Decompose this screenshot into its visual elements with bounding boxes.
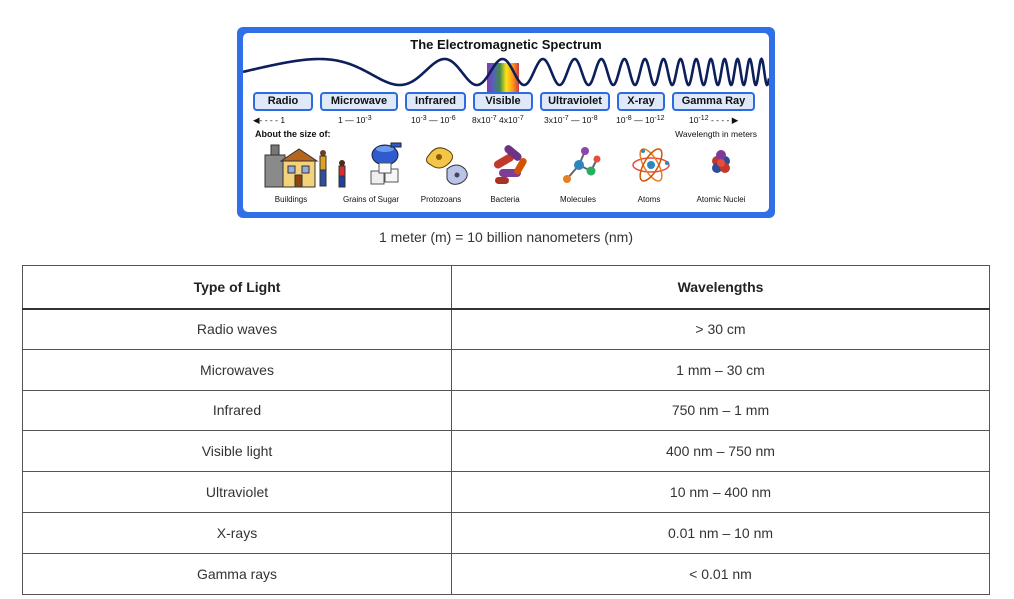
protozoans-icon: [423, 141, 475, 191]
label-molecules: Molecules: [559, 195, 596, 204]
header-wavelengths: Wavelengths: [452, 266, 990, 309]
label-grains-of-sugar: Grains of Sugar: [342, 195, 400, 204]
person-icon: [330, 141, 354, 191]
table-row: [23, 512, 990, 553]
table-row: [23, 553, 990, 594]
table-row: [23, 309, 990, 350]
range-microwave: 1 — $10^{-3}$: [338, 115, 372, 125]
spectrum-figure: [237, 27, 775, 218]
band-ultraviolet: Ultraviolet: [540, 92, 610, 111]
sugar-cubes-icon: [361, 141, 411, 191]
cell-type: Visible light: [23, 431, 452, 472]
bacteria-icon: [489, 141, 533, 191]
wavelength-label: Wavelength in meters: [675, 129, 757, 139]
range-xray: $10^{-8}$ — $10^{-12}$: [616, 115, 665, 125]
wavelength-table: [22, 265, 990, 595]
molecules-icon: [559, 141, 603, 191]
header-type-of-light: Type of Light: [23, 266, 452, 309]
table-row: [23, 472, 990, 513]
cell-type: Gamma rays: [23, 553, 452, 594]
range-ultraviolet: $3x10^{-7}$ — $10^{-8}$: [544, 115, 598, 125]
table-row: [23, 390, 990, 431]
label-atoms: Atoms: [637, 195, 661, 204]
range-infrared: $10^{-3}$ — $10^{-6}$: [411, 115, 456, 125]
conversion-note: 1 meter (m) = 10 billion nanometers (nm): [378, 229, 634, 245]
label-buildings: Buildings: [274, 195, 308, 204]
spectrum-wave: [243, 51, 769, 93]
band-microwave: Microwave: [320, 92, 398, 111]
cell-wavelength: 0.01 nm – 10 nm: [452, 512, 990, 553]
cell-type: Radio waves: [23, 309, 452, 350]
band-infrared: Infrared: [405, 92, 466, 111]
cell-type: Microwaves: [23, 349, 452, 390]
cell-wavelength: 750 nm – 1 mm: [452, 390, 990, 431]
band-radio: Radio: [253, 92, 313, 111]
range-radio: ◀- - - - 1: [253, 115, 286, 125]
right-arrow-icon: - - - - ▶: [710, 115, 739, 125]
cell-type: Ultraviolet: [23, 472, 452, 513]
label-atomic-nuclei: Atomic Nuclei: [696, 195, 746, 204]
spectrum-figure-panel: [243, 33, 769, 212]
buildings-icon: [261, 141, 333, 191]
range-visible: $8x10^{-7}$ $4x10^{-7}$: [472, 115, 524, 125]
table-header-row: [23, 266, 990, 309]
band-visible: Visible: [473, 92, 533, 111]
cell-wavelength: < 0.01 nm: [452, 553, 990, 594]
atom-icon: [629, 141, 673, 191]
cell-type: Infrared: [23, 390, 452, 431]
label-protozoans: Protozoans: [420, 195, 462, 204]
figure-title: The Electromagnetic Spectrum: [410, 37, 602, 52]
cell-wavelength: > 30 cm: [452, 309, 990, 350]
table-row: [23, 349, 990, 390]
label-bacteria: Bacteria: [490, 195, 520, 204]
band-xray: X-ray: [617, 92, 665, 111]
band-gamma-ray: Gamma Ray: [672, 92, 755, 111]
about-size-label: About the size of:: [255, 129, 331, 139]
cell-wavelength: 1 mm – 30 cm: [452, 349, 990, 390]
cell-wavelength: 10 nm – 400 nm: [452, 472, 990, 513]
cell-type: X-rays: [23, 512, 452, 553]
cell-wavelength: 400 nm – 750 nm: [452, 431, 990, 472]
band-row: [243, 92, 769, 112]
range-gamma: $10^{-12}$ - - - - ▶: [689, 115, 739, 125]
atomic-nuclei-icon: [703, 141, 739, 191]
left-arrow-icon: ◀- - - -: [253, 115, 278, 125]
table-row: [23, 431, 990, 472]
